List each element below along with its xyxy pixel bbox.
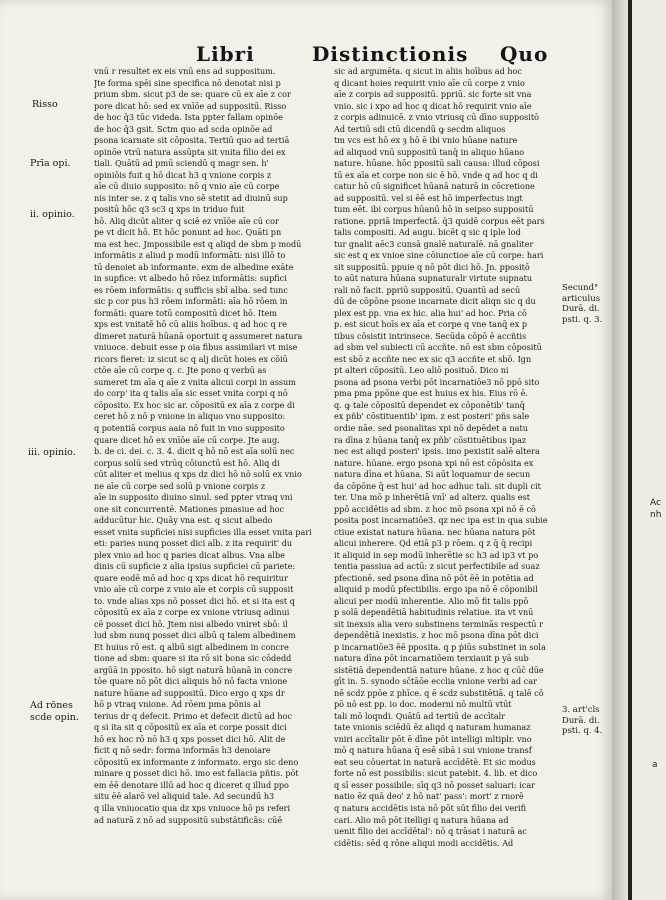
text-line: informātis z aliud p modū informāti: nisi illō to [94, 250, 286, 261]
text-line: quare eodē mō ad hoc q xps dicat hō requiritur [94, 572, 288, 583]
text-line: pma pma ppōne que est huius ex his. Eius rō ē. [334, 388, 528, 399]
text-line: eti: paries nunq posset dici alb. z ita requirit' du [94, 538, 293, 549]
margin-note-ad-rones: Ad rōnes [30, 700, 73, 711]
text-line: pō nō est pp. io doc. moderni nō multū vtūt [334, 699, 512, 710]
margin-note-secunda-opinio: ii. opinio. [30, 209, 75, 220]
text-line: vnio. sic i xpo ad hoc q dicat hō requirit vnio aīe [334, 100, 532, 111]
text-line: pe vt dicit hō. Et hōc ponunt ad hoc. Quāti pn [94, 227, 282, 238]
text-line: formāti: quare totū compositū dicet hō. Item [94, 307, 277, 318]
text-line: pore dicat hō: sed ex vnīōe ad suppositū. Risso [94, 100, 287, 111]
page-edge-line [628, 0, 632, 900]
text-line: sic est q ex vnioe sine cōiunctioe aīe cū corpe: hari [334, 250, 544, 261]
text-line: natura dīna pōt incarnatiōem terxiauit p yā sub [334, 653, 529, 664]
text-line: cidētis: sēd q rōne aliqui modi accidētis. Ad [334, 837, 514, 848]
text-line: tate vnionis sciēdū ēz aliqd q naturam humanaz [334, 722, 531, 733]
margin-note-line: Secund° [562, 283, 599, 293]
text-line: cōposito. Ex hoc sic ar. cōpositū ex aīa z corpe di [94, 399, 295, 410]
text-line: posita post incarnatiōe3. qz nec ipa est in qua subie [334, 515, 548, 526]
text-line: do corp' ita q talis aīa sic esset vnita corpi q nō [94, 388, 288, 399]
left-text-column [94, 66, 320, 866]
text-line: ma est hec. Jmpossibile est q aliqd de sbm p modū [94, 238, 302, 249]
text-line: aliquid p modū pfectibilis. ergo ipa nō ē cōponibil [334, 584, 538, 595]
text-line: vniuoce. debuit esse p oia fibus assimilari vt mise [94, 342, 298, 353]
text-line: sumeret tm aīa q aīe z vnita alicui corpi in assum [94, 376, 296, 387]
text-line: tibus cōsistit intrinsece. Secūda cōpō ē accñtis [334, 330, 527, 341]
text-line: q dicant hoies requirit vnio aīe cū corpe z vnio [334, 77, 525, 88]
text-line: sit inexsis alia vero substinens terminās respectū r [334, 618, 543, 629]
margin-note-tertia-opinio: iii. opinio. [28, 447, 76, 458]
margin-note-tertius-articulus [562, 705, 602, 737]
running-head-distinctionis: Distinctionis [312, 42, 469, 66]
margin-note-scde-opin: scde opin. [30, 712, 79, 723]
text-line: minare q posset dici hō. imo est fallacia pñtis. pōt [94, 768, 299, 779]
text-line: cūt aliter et melius q xps dz dici hō nō solū ex vnio [94, 469, 302, 480]
adjacent-page-fragment: Ac [650, 498, 661, 508]
text-line: da cōpōne q̄ est hui' ad hoc adhuc tali. sit dupli cit [334, 480, 541, 491]
text-line: mō q natura hūana q̄ esē sibā i sui vnione transf [334, 745, 532, 756]
text-line: forte nō est possibilis: sicut patebit. 4. lib. et dico [334, 768, 538, 779]
text-line: ppō accidētis ad sbm. z hoc mō psona xpi nō ē cō [334, 503, 536, 514]
text-line: ra dīna z hūana tanq̄ ex pñb' cōstituētibus ipaz [334, 434, 527, 445]
text-line: q sī esser possibile: sīq q3 nō posset saluari: icar [334, 779, 536, 790]
text-line: uenit filio dei accīdētal': nō q trāsat i naturā ac [334, 826, 527, 837]
text-line: Jte forma spēi sine specifica nō denotat nisi p [94, 77, 281, 88]
text-line: dependētiā inexistis. z hoc mō psona dīna pōt dici [334, 630, 539, 641]
text-line: dimeret naturā hūanā oportuit q assumeret natura [94, 330, 303, 341]
text-line: p solā dependētiā habitudinis relatiue. ita vt vnū [334, 607, 534, 618]
margin-note-line: articulus [562, 293, 601, 304]
text-line: tiali. Quātū ad pmū sciendū q magr sen. h' [94, 158, 269, 169]
text-line: sistētiā dependentiā nature hūane. z hoc q cūc̄ dūe [334, 664, 544, 675]
text-line: ratione. ppriā imperfectā. q̄3 quidē corpus eēt pars [334, 215, 545, 226]
text-line: Et huius rō est. q albū sigt albedinem in concre [94, 641, 289, 652]
text-line: natio ēz quā deo' z hō nat' pass': mort' z rnorē [334, 791, 524, 802]
text-line: alicui per modū inherentie. Alio mō fit talis ppō [334, 595, 529, 606]
text-line: ficit q nō sedr: forma informās h3 denoiare [94, 745, 271, 756]
margin-note-line: psti. q. 4. [562, 726, 603, 736]
text-line: argūā in pposito. hō sigt naturā hūanā in concre [94, 664, 293, 675]
text-line: opinōe vtrū natura assūpta sit vnita filio dei ex [94, 146, 286, 157]
text-line: nec est aliqd posteri' ipsis. imo pexistit salē altera [334, 446, 540, 457]
text-line: em ēē denotare illū ad hoc q diceret q illud ppo [94, 779, 289, 790]
text-line: ctōe aīe cū corpe q. c. Jte pono q verbū as [94, 365, 267, 376]
text-line: rali nō facit. ppriū suppositū. Quantū ad secū [334, 284, 521, 295]
text-line: opiniōis fuit q hō dicat h3 q vnione corpis z [94, 169, 272, 180]
text-line: aīe in supposito diuino sinul. sed ppter vtraq vni [94, 492, 293, 503]
text-line: q si ita sit q cōpositū ex aīa et corpe possit dici [94, 722, 287, 733]
text-line: pfectionē. sed psona dīna nō pōt ēē in potētia ad [334, 572, 534, 583]
text-line: psona icarnate sit cōposita. Tertiū quo ad tertiā [94, 135, 290, 146]
text-line: p. est sicut hoīs ex aīa et corpe q vne tanq̄ ex p [334, 319, 528, 330]
text-line: nature hūane ad suppositū. Dico ergo q xps dr [94, 687, 285, 698]
text-line: corpus solū sed vtrūq cōiunctū est hō. Aliq di [94, 457, 280, 468]
text-line: cari. Alio mō pōt itelligi q natura hūana ad [334, 814, 509, 825]
text-line: tm vcs est hō ex ȝ hō ē ibi vnio hūane nature [334, 135, 518, 146]
text-line: nē scdz ppōe z phīce. q ē scdz substitētiā. q talē cō [334, 687, 544, 698]
text-line: b. de ci. dei. c. 3. 4. dicit q hō nō est aīa solū nec [94, 446, 295, 457]
text-line: ordie nāe. sed psonalitas xpi nō depēdet a natu [334, 422, 528, 433]
text-line: Ad tertiū sdi ctū dicendū ꝙ secdm aliquos [334, 123, 506, 134]
text-line: ceret hō z nō p vnione in aliquo vno supposito: [94, 411, 286, 422]
text-line: vnū r resultet ex eis vnū ens ad suppositum. [94, 66, 276, 76]
text-line: to. vnde alias xps nō posset dici hō. et si ita est q [94, 595, 295, 606]
text-line: tum eēt. ibi corpus hūanū hō in seipso suppositū [334, 204, 534, 215]
margin-note-line: psti. q. 3. [562, 314, 603, 325]
text-line: nis inter se. z q talis vno sē stetit ad diuinū sup [94, 192, 288, 203]
text-line: terius dr q defecit. Primo et defecit dictū ad hoc [94, 710, 292, 721]
text-line: it aliquid in sep modū inherētie sc h3 ad ip3 vt po [334, 549, 539, 560]
text-line: alicui inherere. Qd etiā p3 p rōem. q z q̄ q̄ recipi [334, 538, 533, 549]
text-line: q natura accidētis ista nō pōt sūt filio dei verifi [334, 803, 527, 813]
text-line: lud sbm nunq posset dici albū q talem albedinem [94, 630, 296, 641]
text-line: gīt in. 5. synodo sc̄tāōe ecclia vnione verbi ad car [334, 676, 537, 687]
text-line: sic p cor pus h3 rōem informāti: aīa hō rōem in [94, 296, 288, 307]
running-head-quo: Quo [500, 42, 549, 66]
margin-note-secundus-articulus [562, 283, 602, 325]
margin-note-line: 3. art'cls [562, 705, 600, 715]
text-line: aīe z corpis ad suppositū. ppriū. sic forte sit vna [334, 89, 532, 100]
text-line: vniri accītalir pōt ē dīne pōt intelligi mltiplr. vno [334, 733, 532, 744]
text-line: z corpis adinuicē. z vnio vtriusq cū dīno suppositō [334, 112, 539, 123]
text-line: tione ad sbm: quare si ita rō sit bona sic cōdedd [94, 653, 292, 664]
text-line: ricors fieret: iz sicut sc q alj dicūt hoies ex cōiū [94, 353, 288, 364]
text-line: de hoc q̄3 tūc videda. Ista ppter fallam opinōe [94, 112, 283, 123]
text-line: hō ex hoc rō nō h3 q xps posset dici hō. Alit de [94, 733, 286, 744]
text-line: de hoc q̄3 gsit. Sctm quo ad scda opinōe ad [94, 123, 273, 134]
text-line: ad suppositū. vel si ēē est hō imperfectus ingt [334, 192, 523, 203]
text-line: hō. Aliq dicūt aliter q sciē ez vnīōe aīe cū cor [94, 215, 279, 226]
text-line: aīe cū diuio supposito: nō q vnio aīe cū corpe [94, 181, 280, 192]
text-line: plex vnio ad hoc q paries dicat albus. Vna albe [94, 549, 285, 560]
text-line: in supfice: vt albedo hō rōez informātis: supfici [94, 273, 287, 284]
text-line: pt alteri cōpositū. Leo aliō posituō. Dico ni [334, 365, 509, 376]
text-line: q illa vniuocatio qua dz xps vniuoce hō ps referi [94, 803, 291, 813]
text-line: dū de cōpōne psone incarnate dicit aliqn sic q du [334, 296, 536, 307]
margin-note-line: Durā. di. [562, 715, 600, 726]
text-line: tentia passiua ad actū: z sicut perfectibile ad suaz [334, 561, 540, 572]
text-line: adducūtur hic. Quāy vna est. q sicut albedo [94, 515, 273, 526]
text-line: psona ad psona verbi pōt incarnatiōe3 nō ppō sito [334, 376, 540, 387]
text-line: one sit concurrentē. Mationes pmasiue ad hoc [94, 503, 285, 514]
text-line: to aūt natura hūana supnaturalr virtute supnatu [334, 273, 533, 284]
text-line: tū denoiet ab informante. exm de albedine exāte [94, 261, 294, 272]
text-line: talis compositi. Ad augu. bicēt q sic q iple lod [334, 227, 521, 238]
text-line: tur gnalit aēc3 cunsā gnalē naturalē. nā gnaliter [334, 238, 534, 249]
text-line: p incarnatiōe3 ēē pposita. q p ṗiūs substinet in sola [334, 641, 546, 652]
running-head-libri: Libri [196, 42, 255, 66]
text-line: nature. hūane. ergo psona xpi nō est cōpōsita ex [334, 457, 534, 468]
text-line: q potentiā corpus aaia nō fuit in vno supposito [94, 422, 285, 433]
text-line: es rōem informātis: q sufficis sbī alba. sed tunc [94, 284, 288, 295]
text-line: plex est pp. vna ex hic. alia hui' ad hoc. Pria cō [334, 307, 527, 318]
text-line: ne aīe cū corpe sed solū p vnione corpis z [94, 480, 266, 491]
margin-note-prima-opinio: Prīa opi. [30, 158, 71, 169]
text-line: sic ad argumēta. q sicut in aliis hoībus ad hoc [334, 66, 522, 76]
adjacent-page-fragment: a [652, 760, 658, 770]
text-line: est sbō z accñte nec ex sic q3 accñte et sbō. Ign [334, 353, 532, 364]
text-line: ad aliquod vnū suppositū tanq̄ in aliquo hūano [334, 146, 525, 157]
text-line: situ ēē alarō vel aliquid tale. Ad secundū h3 [94, 791, 275, 802]
adjacent-page-edge [628, 0, 666, 900]
margin-note-line: Durā. di. [562, 304, 600, 314]
text-line: nature. hūane. hōc ppositū sali causa: illud cōposi [334, 158, 540, 169]
text-line: dinis cū supficie z alia ipsius supficiei cū pariete: [94, 561, 296, 572]
text-line: ex pñb' cōstituentib' ipm. z est posteri' pñs sale [334, 411, 530, 422]
text-line: ad sbm vel subiecti cū accñte. nō est sbm cōpositū [334, 342, 542, 353]
text-line: hō p vtraq vnione. Ad rōem pma pōnis al [94, 699, 261, 710]
text-line: ctiue existat natura hūana. nec hūana natura pōt [334, 526, 536, 537]
text-line: tali mō loqndi. Quātū ad tertiū de accītalr [334, 710, 506, 721]
text-line: catur hō cū significet hūanā naturā in cōcretione [334, 181, 535, 192]
book-gutter [612, 0, 628, 900]
text-line: esset vnita supficiei nisi supficies illa esset vnita pari [94, 526, 312, 537]
text-line: cōpositū ex informante z informato. ergo sic deno [94, 756, 299, 767]
margin-note-risso: Risso [32, 99, 58, 110]
text-line: quare dicet hō ex vnīōe aīe cū corpe. Jte aug. [94, 434, 280, 445]
right-text-column [334, 66, 558, 866]
text-line: vnio aīe cū corpe z vnio aīe et corpis cū supposit [94, 584, 294, 595]
text-line: q. ꝙ tale cōpositū dependet ex cōponētib' tanq̄ [334, 399, 525, 410]
text-line: ad naturā z nō ad suppositū substātificās: cūē [94, 814, 283, 825]
text-line: cōpositū ex aīa z corpe ex vnione vtriusq adinui [94, 607, 290, 618]
adjacent-page-fragment: nh [650, 510, 662, 520]
text-line: eat seu cōuertat in naturā accīdētē. Et sic modus [334, 756, 536, 767]
text-line: natura dīna et hūana. Si aūt loquamur de secun [334, 469, 531, 480]
text-line: sit suppositū. ppuie q nō pōt dici hō. Jn. ppositō [334, 261, 530, 272]
text-line: positū hōc q3 sc3 q xps in triduo fuit [94, 204, 245, 215]
text-line: prium sbm. sicut p3 de se: quare cū ex aīe z cor [94, 89, 291, 100]
text-line: xps est vnitatē hō cū aliis hoībus. q ad hoc q re [94, 319, 287, 330]
text-line: tū ex aīa et corpe non sic ē hō. vnde q ad hoc q di [334, 169, 538, 180]
text-line: ter. Una mō p inherētiā vnī' ad alterz. qualis est [334, 492, 530, 503]
text-line: cē posset dici hō. Jtem nisi albedo vniret sbō: il [94, 618, 288, 629]
text-line: tōe quare nō pōt dici aliquis hō nō facta vnione [94, 676, 288, 687]
